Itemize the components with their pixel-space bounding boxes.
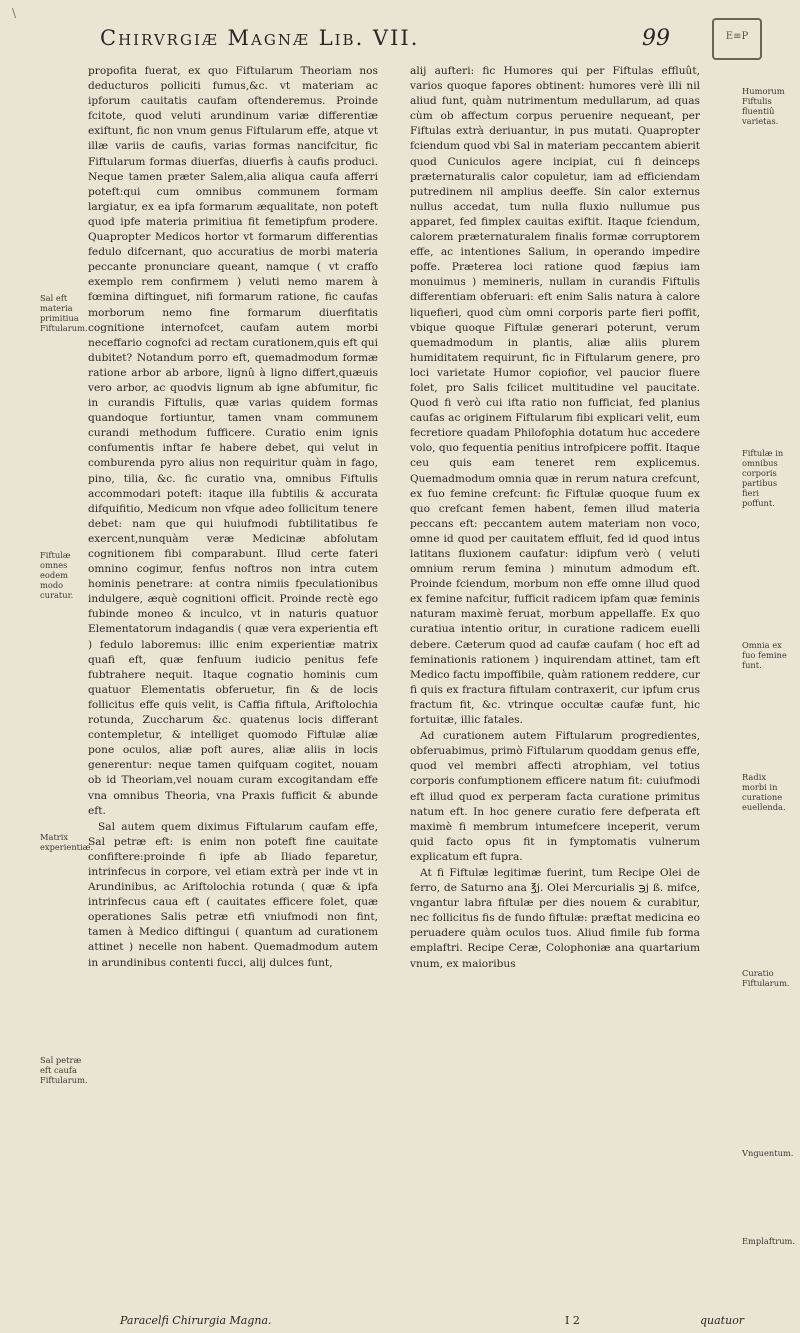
running-title: Chirvrgiæ Magnæ Lib. VII.: [100, 26, 420, 50]
margin-note: Fiftulæ in omnibus corporis partibus fieri poffunt.: [742, 448, 784, 508]
margin-note: Curatio Fiftularum.: [742, 968, 790, 988]
catchword: quatuor: [700, 1314, 745, 1327]
right-paragraph-2: Ad curationem autem Fiftularum progredientes, obferuabimus, primò Fiftularum quoddam genus effe, quod vel membri affecti atrophiam, vel totius corporis confumptionem efficere natum fit: cuiufmodi eft illud quod ex perperam facta curatione primitus natum eft. In hoc genere curatio fere defperata eft maximè fi membrum intumefcere inceperit, verum quid facto opus fit in fymptomatis vulnerum explicatum eft fupra.: [410, 730, 700, 863]
margin-note: Humorum Fiftulis fluentiû varietas.: [742, 86, 785, 126]
right-column: [410, 64, 700, 1314]
margin-note: Sal eft materia primitiua Fiftularum.: [40, 293, 88, 333]
left-column: [88, 64, 378, 1300]
right-paragraph-3: At fi Fiftulæ legitimæ fuerint, tum Recipe Olei de ferro, de Saturno ana ℥j. Olei Mercurialis ℈j ß. mifce, vngantur labra fiftulæ per dies nouem & curabitur, nec follicitus fis de fundo fiftulæ: præftat medicina eo peruadere quàm oculos tuos. Aliud fimile fub forma emplaftri. Recipe Ceræ, Colophoniæ ana quartarium vnum, ex maioribus: [410, 866, 700, 970]
corner-mark: \: [12, 6, 17, 20]
page-number: 99: [642, 26, 670, 51]
margin-note: Vnguentum.: [742, 1148, 794, 1158]
running-foot: Paracelfi Chirurgia Magna.: [120, 1314, 272, 1327]
margin-note: Fiftulæ omnes eodem modo curatur.: [40, 550, 74, 600]
margin-note: Omnia ex fuo femine funt.: [742, 640, 787, 670]
margin-note: Radix morbi in curatione euellenda.: [742, 772, 786, 812]
margin-note: Matrix experientiæ.: [40, 832, 94, 852]
library-stamp-icon: E≡P: [712, 18, 762, 60]
left-paragraph-2: Sal autem quem diximus Fiftularum caufam effe, Sal petræ eft: is enim non poteft fine cauitate confiftere:proinde fi ipfe ab Iliado feparetur, intrinfecus in corpore, vel etiam extrà per inde vt in Arundinibus, ac Ariftolochia rotunda ( quæ & ipfa intrinfecus caua eft ( cauitates efficere folet, quæ operationes Salis petræ etfi vniufmodi non fint, tamen à Medico diftingui ( quantum ad curationem attinet ) necelle non habent. Quemadmodum autem in arundinibus contenti fucci, alij dulces funt,: [88, 820, 378, 969]
page-header: [60, 18, 760, 58]
right-paragraph-1: alij aufteri: fic Humores qui per Fiftulas effluût, varios quoque fapores obtinent: humores verè illi nil aliud funt, quàm nutrimentum medullarum, ad quas cùm ob affectum corpus peruenire nequeant, per Fiftulas extrà deriuantur, in pus mutati. Quapropter fciendum quod vbi Sal in materiam peccantem abierit quod Cuniculos agere incipiat, cui fi deinceps præternaturalis calor copuletur, iam ad efficiendam putredinem nil amplius deeffe. Sin calor externus nullus accedat, tum nulla fluxio nullumue pus apparet, fed fimplex cauitas exiftit. Itaque fciendum, calorem præternaturalem finalis formæ corruptorem effe, ac intentiones Salium, in operando impedire poffe. Præterea loci ratione quod fæpius iam monuimus ) memineris, nullam in curandis Fiftulis differentiam obferuari: eft enim Salis natura à calore liquefieri, quod cùm omni corporis parte fieri poffit, vbique quoque Fiftulæ generari poterunt, verum quemadmodum in plantis, aliæ aliis plurem humiditatem requirunt, fic in Fiftularum genere, pro loci varietate Humor copiofior, vel paucior fluere folet, pro Salis fcilicet multitudine vel paucitate. Quod fi verò cui ifta ratio non fufficiat, fed planius caufas ac originem Fiftularum fibi explicari velit, eum fecretiore quadam Philofophia dotatum huc accedere volo, quo fequentia penitius introfpicere poffit. Itaque ceu quis eam teneret rem explicemus. Quemadmodum omnia quæ in rerum natura crefcunt, ex fuo femine crefcunt: fic Fiftulæ quoque fuum ex quo crefcant femen habent, femen illud materia peccans eft: peccantem autem materiam non voco, omne id quod per cauitatem effluit, fed id quod intus latitans fluxionem caufatur: idipfum verò ( veluti omnium rerum femina ) minutum admodum eft. Proinde fciendum, morbum non effe omne illud quod ex femine nafcitur, fufficit radicem ipfam quæ feminis naturam maximè feruat, morbum appellaffe. Ex quo curatiua intentio oritur, in curatione radicem euelli debere. Cæterum quod ad caufæ caufam ( hoc eft ad feminationis rationem ) inquirendam attinet, tam eft Medico factu impoffibile, quàm rationem reddere, cur fi quis ex fractura fiftulam contraxerit, cur ipfum crus fractum fit, &c. vtrinque occultæ caufæ funt, hic fortuitæ, illic fatales.: [410, 65, 700, 727]
signature-mark: I 2: [565, 1314, 580, 1327]
margin-note: Emplaftrum.: [742, 1236, 796, 1246]
margin-note: Sal petræ eft caufa Fiftularum.: [40, 1055, 88, 1085]
left-paragraph-1: propofita fuerat, ex quo Fiftularum Theoriam nos deducturos polliciti fumus,&c. vt materiam ac ipforum cauitatis caufam oftenderemus. Proinde fcitote, quod veluti arundinum variæ differentiæ exiftunt, fic non vnum genus Fiftularum effe, atque vt illæ variis de caufis, varias formas nancifcitur, fic Fiftularum formas diuerfas, diuerfis à caufis produci. Neque tamen præter Salem,alia aliqua caufa afferri poteft:qui cum omnibus communem formam largiatur, ex ea ipfa formarum æqualitate, non poteft quod ipfe materia primitiua fit femetipfum prodere. Quapropter Medicos hortor vt formarum differentias fedulo difcernant, quo accuratius de morbi materia peccante pronunciare queant, namque ( vt craffo exemplo rem confirmem ) veluti nemo marem à fœmina diftinguet, nifi formarum ratione, fic caufas morborum nemo fine formarum diuerfitatis cognitione internofcet, caufam autem morbi neceffario cognofci ad rectam curationem,quis eft qui dubitet? Notandum porro eft, quemadmodum formæ ratione arbor ab arbore, lignû à ligno differt,quæuis vero arbor, ac quodvis lignum ab igne abfumitur, fic in curandis Fiftulis, quæ varias quidem formas quandoque fortiuntur, tamen vnam communem curandi methodum fufficere. Curatio enim ignis confumentis inftar fe habere debet, qui velut in comburenda pyro alius non requiritur quàm in fago, pino, tilia, &c. fic curatio vna, omnibus Fiftulis accommodari poteft: itaque illa fubtilis & accurata difquifitio, Medicum non vfque adeo follicitum tenere debet: nam que qui huiufmodi fubtilitatibus fe exercent,nunquàm veræ Medicinæ abfolutam cognitionem fibi comparabunt. Illud certe fateri omnino cogimur, fenfus noftros non intra cutem hominis penetrare: at contra nimiis fpeculationibus indulgere, æquè cognitioni officit. Proinde rectè ego fubinde moneo & inculco, vt in naturis quatuor Elementatorum indagandis ( quæ vera experientia eft ) fedulo laboremus: illic enim experientiæ matrix quafi eft, quæ fenfuum iudicio penitus fefe fubtrahere nequit. Itaque cognatio hominis cum quatuor Elementatis obferuetur, fin & de locis follicitus effe quis velit, is Caffia fiftula, Ariftolochia rotunda, Zuccharum &c. quatenus locis differant contempletur, & intelliget quomodo Fiftulæ aliæ pone oculos, aliæ poft aures, aliæ aliis in locis generentur: neque tamen quifquam cogitet, nouam ob id Theoriam,vel nouam curam excogitandam effe vna omnibus Theoria, vna Praxis fufficit & abunde eft.: [88, 65, 378, 817]
